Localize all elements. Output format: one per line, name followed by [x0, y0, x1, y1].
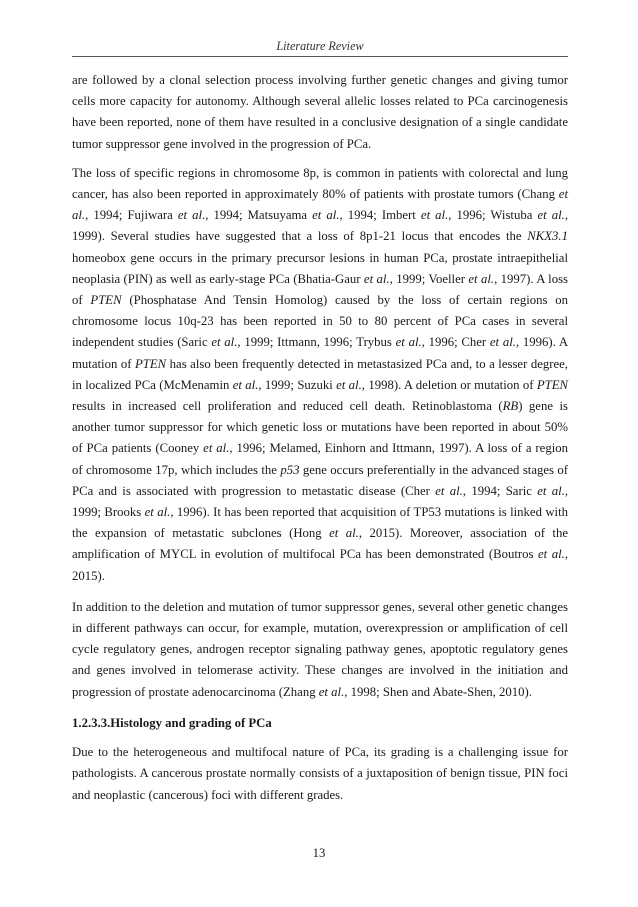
italic-text: et al.: [537, 208, 565, 223]
italic-text: et al.: [312, 208, 340, 223]
text-run: are followed by a clonal selection process involving further genetic changes and giving tumor cells more capacity for autonomy. Although several allelic losses related to PCa carcinogenesis have been reported, none of them have resulted in a conclusive designation of a single candidate tumor suppressor gene involved in the progression of PCa.: [72, 73, 568, 151]
italic-text: et al.: [489, 335, 516, 350]
text-run: , 1997). A loss of: [72, 271, 569, 308]
text-run: , 1999). Several studies have suggested that a loss of 8p1-21 locus that encodes the: [72, 208, 569, 244]
text-run: (Phosphatase And Tensin Homolog) caused by the loss of certain regions on chromosome locus 10q-23 has been reported in 50 to 80 percent of PCa cases in several independent studies (Saric: [72, 293, 568, 350]
text-run: , 1999; Suzuki: [258, 377, 337, 392]
text-run: , 1996; Cher: [421, 335, 490, 350]
text-run: , 2015). Moreover, association of the amplification of MYCL in evolution of multifocal PCa has been demonstrated (Boutros: [72, 526, 568, 562]
text-run: , 1996; Melamed, Einhorn and Ittmann, 1997). A loss of a region of chromosome 17p, which includes the: [72, 441, 568, 477]
text-run: results in increased cell proliferation and reduced cell death. Retinoblastoma (: [72, 399, 503, 414]
page-body: [72, 70, 568, 806]
italic-text: p53: [280, 462, 300, 477]
text-run: , 1998; Shen and Abate-Shen, 2010).: [344, 684, 532, 699]
text-run: , 1994; Imbert: [339, 208, 421, 223]
italic-text: et al: [177, 208, 203, 223]
italic-text: PTEN: [90, 293, 122, 308]
text-run: has also been frequently detected in metastasized PCa and, to a lesser degree, in localized PCa (McMenamin: [72, 356, 568, 392]
italic-text: et al.: [395, 335, 422, 350]
italic-text: et al.: [420, 208, 449, 223]
italic-text: et al.: [318, 684, 345, 699]
text-run: , 2015).: [72, 547, 568, 583]
text-run: , 1996). A mutation of: [72, 335, 569, 371]
italic-text: et al.: [468, 271, 495, 286]
italic-text: et al.: [537, 547, 565, 562]
text-run: , 1994; Fujiwara: [85, 208, 178, 223]
italic-text: et al.: [72, 187, 568, 223]
text-run: , 1999; Voeller: [389, 271, 469, 286]
italic-text: NKX3.1: [527, 229, 568, 244]
italic-text: RB: [502, 399, 519, 414]
italic-text: et al.: [435, 483, 463, 498]
italic-text: et al.: [363, 271, 390, 286]
text-run: homeobox gene occurs in the primary precursor lesions in human PCa, prostate intraepithelial neoplasia (PIN) as well as early-stage PCa (Bhatia-Gaur: [72, 250, 568, 286]
italic-text: et al.: [203, 441, 230, 456]
text-run: ) gene is another tumor suppressor for which genetic loss or mutations have been reported in about 50% of PCa patients (Cooney: [72, 399, 568, 456]
italic-text: et al.: [329, 526, 359, 541]
paragraph-4: Due to the heterogeneous and multifocal nature of PCa, its grading is a challenging issue for pathologists. A cancerous prostate normally consists of a juxtaposition of benign tissue, PIN foci and neoplastic (cancerous) foci with different grades.: [72, 745, 568, 802]
paragraph-2: [72, 163, 568, 587]
italic-text: et al.: [232, 377, 259, 392]
paragraph-3: [72, 597, 568, 703]
text-run: , 1996; Wistuba: [448, 208, 538, 223]
italic-text: et al.: [211, 335, 238, 350]
italic-text: et al.: [537, 483, 565, 498]
text-run: , 1994; Saric: [462, 483, 538, 498]
text-run: The loss of specific regions in chromosome 8p, is common in patients with colorectal and lung cancer, has also been reported in approximately 80% of patients with prostate tumors (Chang: [72, 165, 568, 202]
text-run: , 1998). A deletion or mutation of: [361, 377, 537, 392]
italic-text: et al.: [336, 377, 362, 392]
text-run: , 1999; Brooks: [72, 483, 569, 520]
paragraph-1: [72, 70, 568, 155]
header-divider: [72, 56, 568, 57]
italic-text: PTEN: [134, 356, 167, 371]
text-run: ., 1994; Matsuyama: [202, 208, 313, 223]
italic-text: PTEN: [536, 377, 569, 392]
running-header: Literature Review: [276, 39, 364, 53]
text-run: , 1999; Ittmann, 1996; Trybus: [237, 335, 396, 350]
text-run: gene occurs preferentially in the advanced stages of PCa and is associated with progression to metastatic disease (Cher: [72, 462, 568, 498]
text-run: In addition to the deletion and mutation of tumor suppressor genes, several other genetic changes in different pathways can occur, for example, mutation, overexpression or amplification of cell cycle regulatory genes, androgen receptor signaling pathway genes, apoptotic regulatory genes and genes involved in telomerase activity. These changes are involved in the initiation and progression of prostate adenocarcinoma (Zhang: [72, 599, 568, 699]
italic-text: et al.: [144, 505, 171, 520]
section-heading: 1.2.3.3.Histology and grading of PCa: [72, 715, 272, 730]
page-number: 13: [312, 846, 326, 860]
text-run: , 1996). It has been reported that acquisition of TP53 mutations is linked with the expansion of metastatic subclones (Hong: [72, 505, 568, 541]
